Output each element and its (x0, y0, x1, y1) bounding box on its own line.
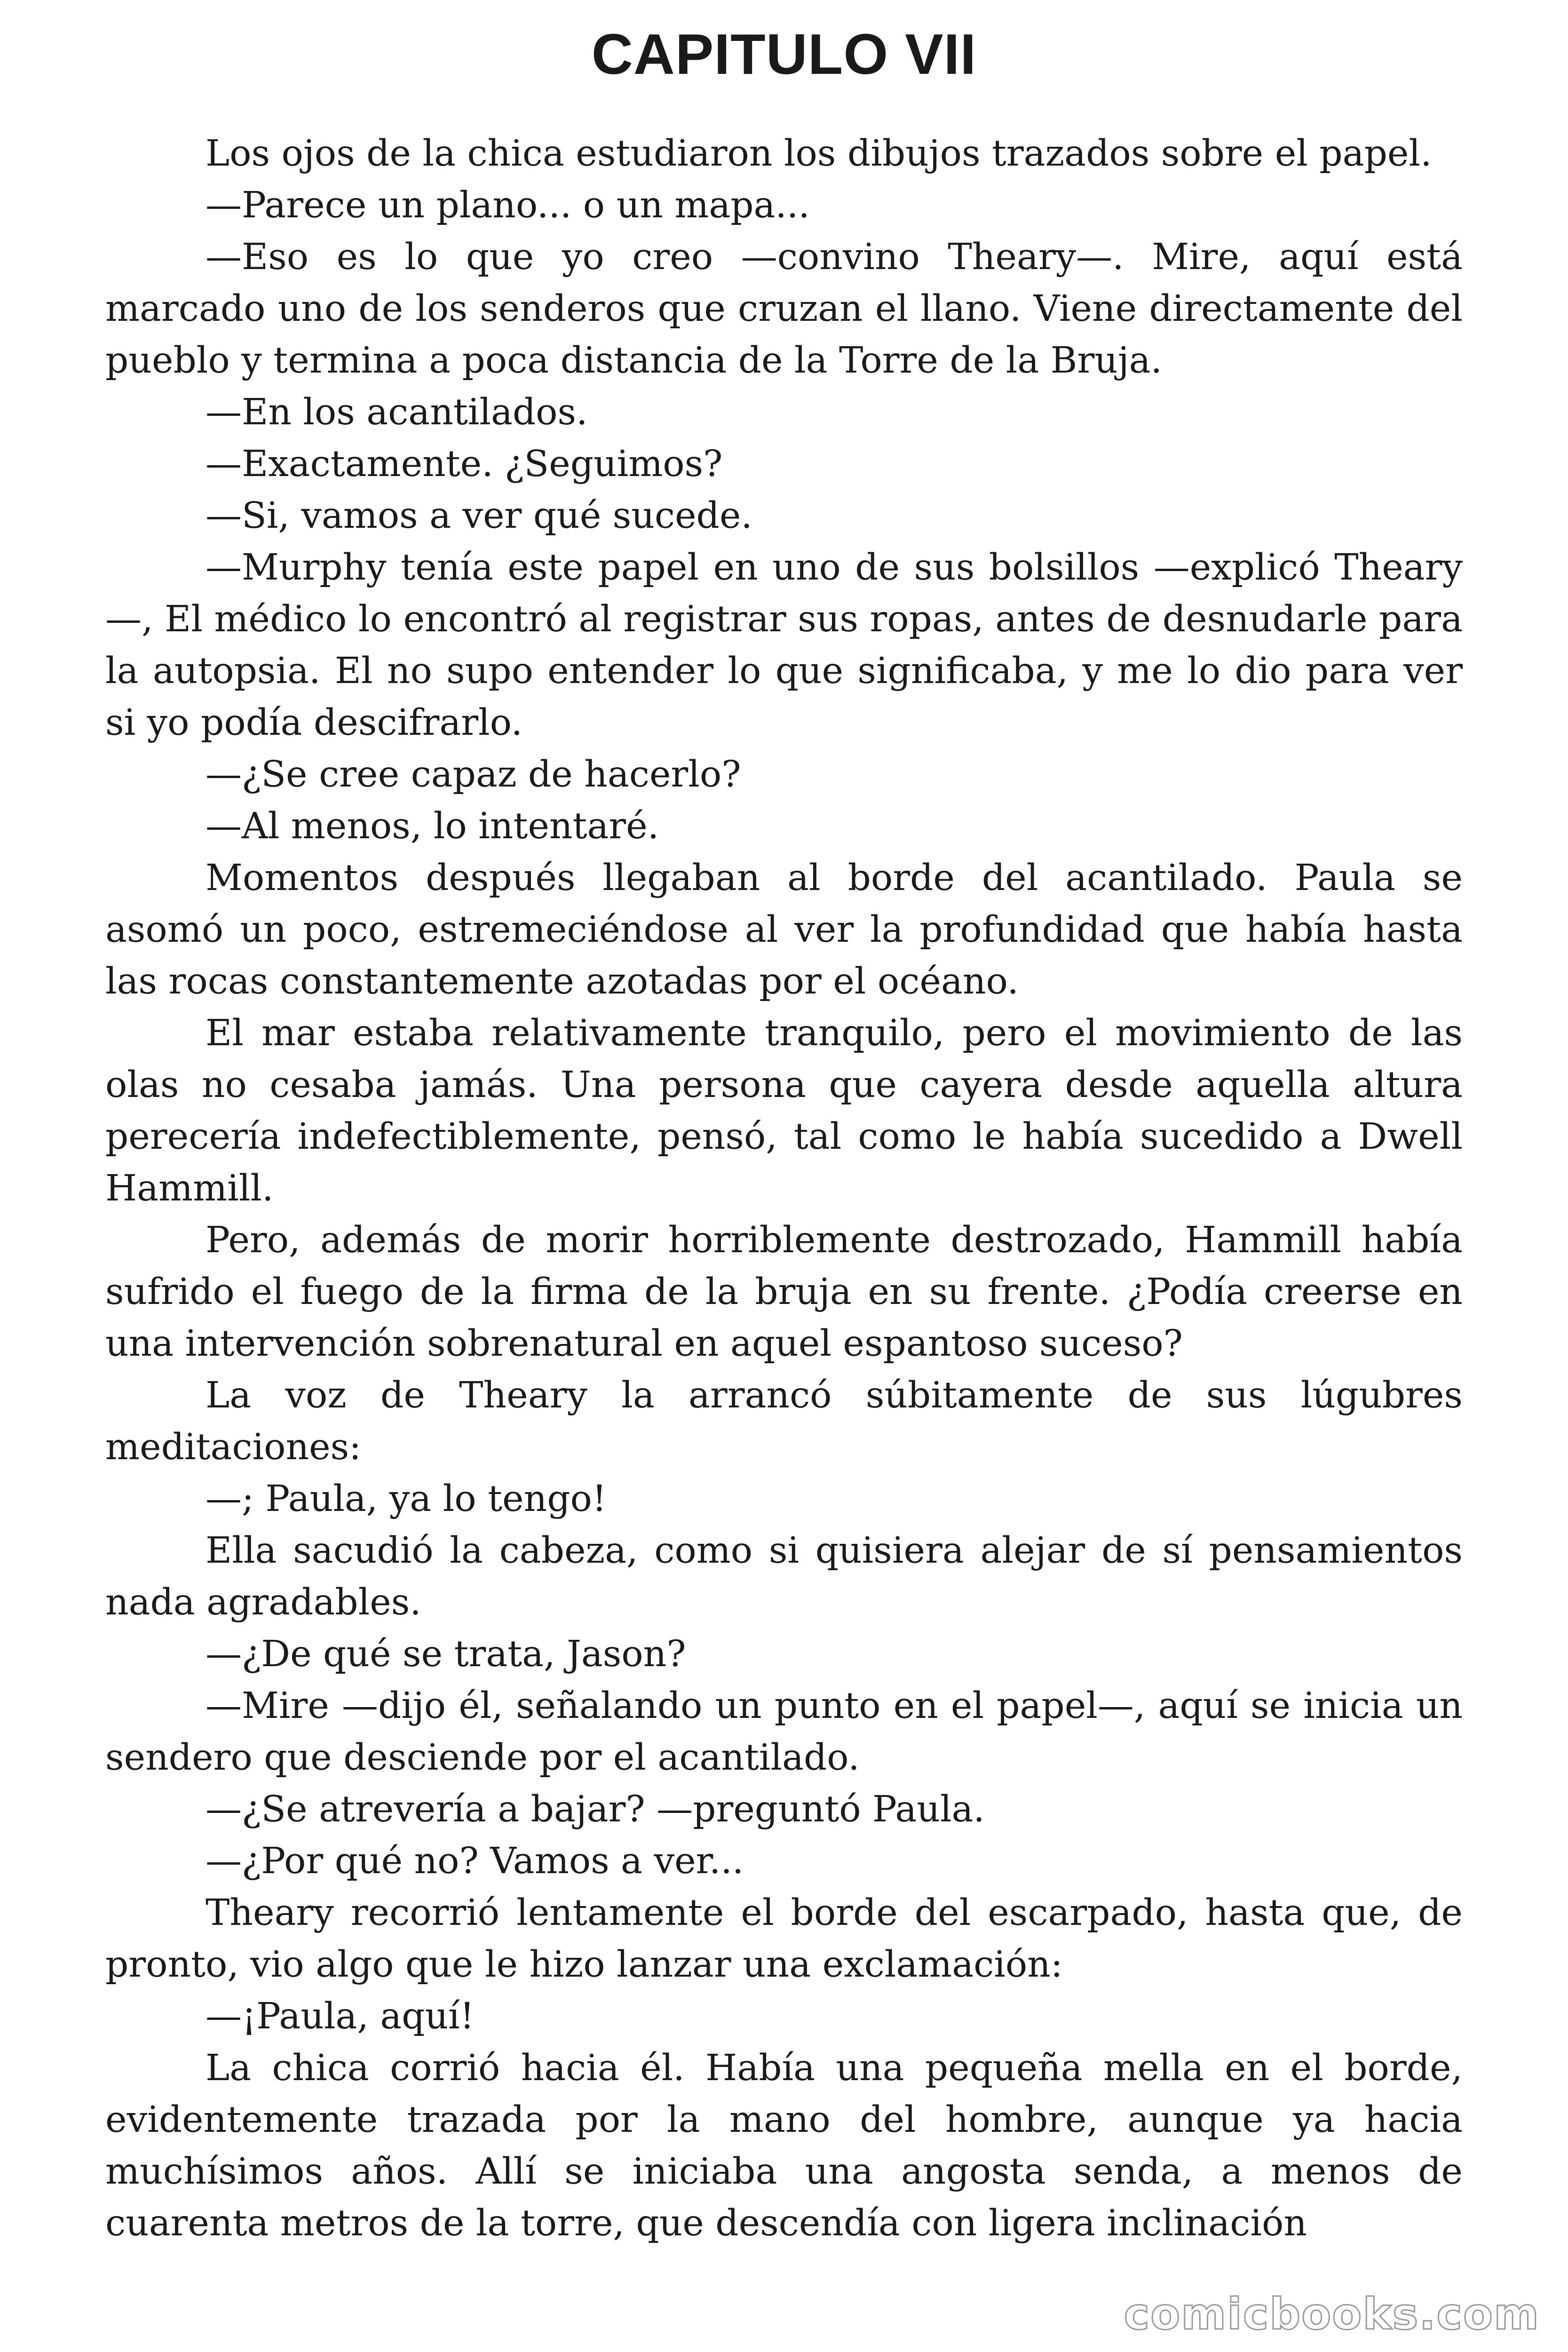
chapter-title: CAPITULO VII (591, 22, 977, 86)
paragraph: El mar estaba relativamente tranquilo, pero el movimiento de las olas no cesaba jamás. Una persona que cayera desde aquella altura perecería indefectiblemente, pensó, tal como le había sucedido a Dwell Hammill. (105, 1012, 1463, 1209)
paragraph: —Eso es lo que yo creo —convino Theary—. Mire, aquí está marcado uno de los senderos que cruzan el llano. Viene directamente del pueblo y termina a poca distancia de la Torre de la Bruja. (105, 236, 1463, 381)
paragraph: Ella sacudió la cabeza, como si quisiera alejar de sí pensamientos nada agradables. (105, 1530, 1463, 1623)
paragraph: —Mire —dijo él, señalando un punto en el papel—, aquí se inicia un sendero que desciende por el acantilado. (105, 1685, 1463, 1779)
chapter-body (105, 128, 1463, 2249)
paragraph: —Murphy tenía este papel en uno de sus bolsillos —explicó Theary—, El médico lo encontró al registrar sus ropas, antes de desnudarle para la autopsia. El no supo entender lo que significaba, y me lo dio para ver si yo podía descifrarlo. (105, 547, 1463, 744)
paragraph: La voz de Theary la arrancó súbitamente de sus lúgubres meditaciones: (105, 1375, 1463, 1468)
paragraph: —¿Se atrevería a bajar? —preguntó Paula. (206, 1788, 985, 1830)
paragraph: Pero, además de morir horriblemente destrozado, Hammill había sufrido el fuego de la firma de la bruja en su frente. ¿Podía creerse en una intervención sobrenatural en aquel espantoso suceso? (105, 1219, 1463, 1365)
paragraph: —; Paula, ya lo tengo! (206, 1478, 607, 1520)
paragraph: Momentos después llegaban al borde del acantilado. Paula se asomó un poco, estremeciéndose al ver la profundidad que había hasta las rocas constantemente azotadas por el océano. (105, 857, 1463, 1002)
paragraph: —¡Paula, aquí! (206, 1995, 475, 2037)
paragraph: Los ojos de la chica estudiaron los dibujos trazados sobre el papel. (206, 133, 1432, 175)
paragraph: —¿Se cree capaz de hacerlo? (206, 754, 741, 795)
paragraph: —Al menos, lo intentaré. (206, 805, 659, 847)
paragraph: —Si, vamos a ver qué sucede. (206, 495, 752, 537)
paragraph: Theary recorrió lentamente el borde del escarpado, hasta que, de pronto, vio algo que le hizo lanzar una exclamación: (105, 1892, 1463, 1986)
paragraph: —En los acantilados. (206, 391, 588, 433)
paragraph: —¿De qué se trata, Jason? (206, 1633, 686, 1675)
paragraph: —Parece un plano... o un mapa... (206, 184, 810, 226)
paragraph: —Exactamente. ¿Seguimos? (206, 443, 723, 485)
paragraph: La chica corrió hacia él. Había una pequeña mella en el borde, evidentemente trazada por la mano del hombre, aunque ya hacia muchísimos años. Allí se iniciaba una angosta senda, a menos de cuarenta metros de la torre, que descendía con ligera inclinación (105, 2047, 1463, 2244)
paragraph: —¿Por qué no? Vamos a ver... (206, 1840, 744, 1882)
watermark-logo: comicbooks.com (1124, 2289, 1540, 2339)
